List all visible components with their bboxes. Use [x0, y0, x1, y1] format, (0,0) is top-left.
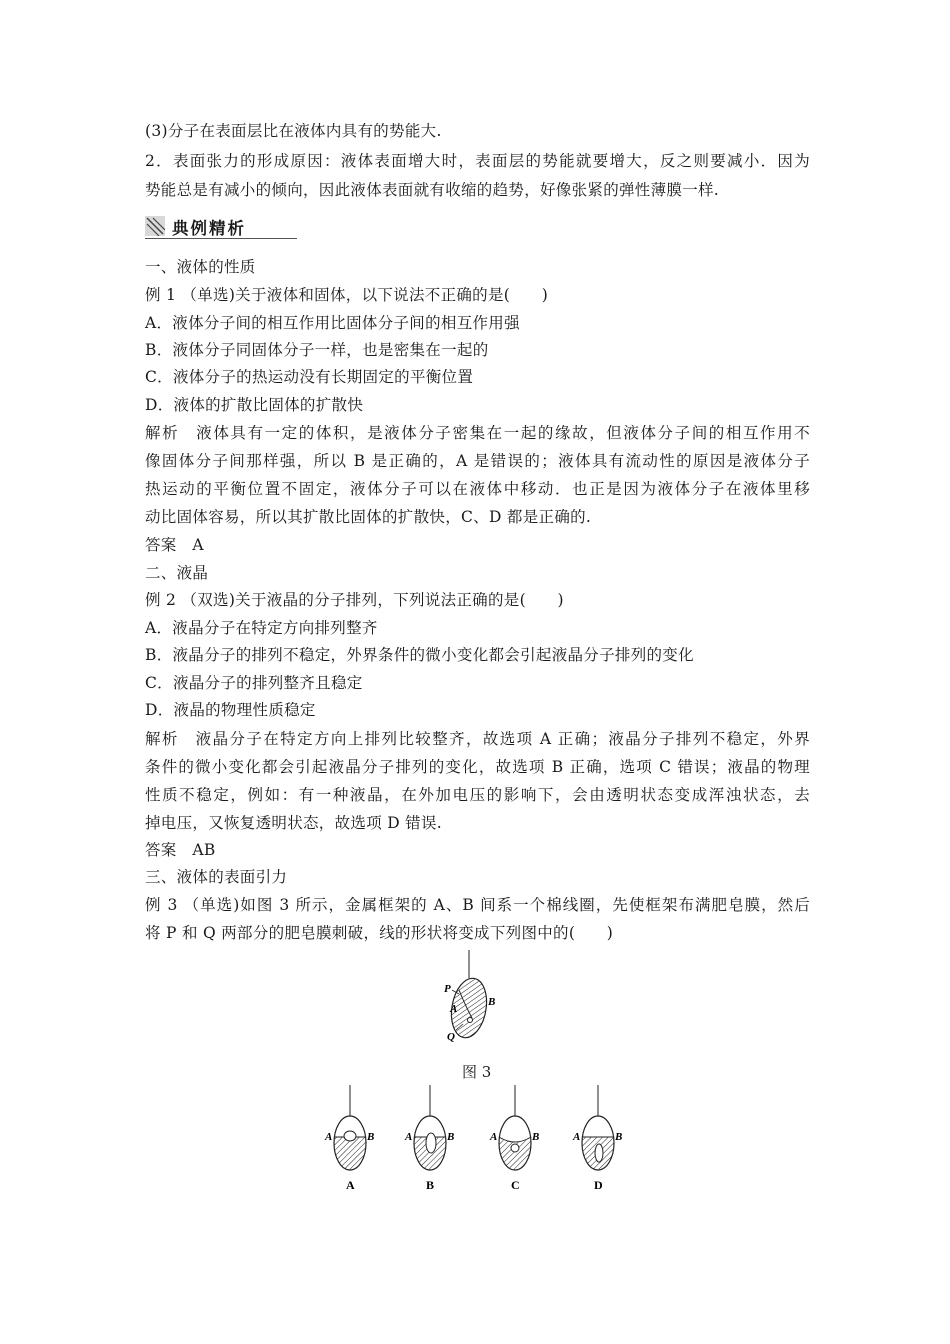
diagonal-lines-icon [145, 216, 165, 236]
subheading: 三、液体的表面引力 [145, 868, 288, 886]
option-c-letter: C [511, 1178, 520, 1192]
subheading: 一、液体的性质 [145, 258, 256, 276]
analysis-line: 解析 液晶分子在特定方向上排列比较整齐，故选项 A 正确；液晶分子排列不稳定，外界 [145, 730, 810, 748]
text-line: 2．表面张力的形成原因：液体表面增大时，表面层的势能就要增大，反之则要减小．因为 [145, 152, 810, 170]
option-c-label-right: B [532, 1131, 540, 1143]
option-line: B．液体分子同固体分子一样，也是密集在一起的 [145, 341, 489, 359]
text-line: 势能总是有减小的倾向，因此液体表面就有收缩的趋势，好像张紧的弹性薄膜一样. [145, 181, 720, 199]
option-b-letter: B [426, 1178, 435, 1192]
subheading: 二、液晶 [145, 564, 209, 582]
option-d-figure [578, 1085, 618, 1177]
label-p: P [444, 983, 451, 995]
option-b-label-right: B [447, 1131, 455, 1143]
option-line: A．液体分子间的相互作用比固体分子间的相互作用强 [145, 314, 520, 332]
option-c-label-left: A [490, 1131, 498, 1143]
label-q: Q [447, 1031, 455, 1043]
option-line: A．液晶分子在特定方向排列整齐 [145, 619, 378, 637]
option-c-figure [495, 1085, 535, 1180]
label-a: A [450, 1003, 458, 1015]
option-a-figure [330, 1085, 370, 1177]
label-b: B [488, 996, 496, 1008]
answer-line: 答案 AB [145, 841, 216, 859]
question-stem: 例 2 （双选)关于液晶的分子排列，下列说法正确的是( ) [145, 591, 564, 609]
question-stem: 例 3 （单选)如图 3 所示，金属框架的 A、B 间系一个棉线圈，先使框架布满肥皂膜，然后 [145, 896, 810, 914]
option-line: D．液体的扩散比固体的扩散快 [145, 396, 364, 414]
analysis-line: 性质不稳定，例如：有一种液晶，在外加电压的影响下，会由透明状态变成浑浊状态，去 [145, 786, 810, 804]
analysis-line: 掉电压，又恢复透明状态，故选项 D 错误. [145, 814, 443, 832]
soap-film-frame-diagram [430, 950, 510, 1050]
figure-caption: 图 3 [462, 1063, 492, 1081]
analysis-line: 动比固体容易，所以其扩散比固体的扩散快，C、D 都是正确的. [145, 508, 592, 526]
section-title: 典例精析 [172, 219, 246, 238]
analysis-line: 解析 液体具有一定的体积，是液体分子密集在一起的缘故，但液体分子间的相互作用不 [145, 424, 810, 442]
option-line: C．液体分子的热运动没有长期固定的平衡位置 [145, 368, 474, 386]
question-stem: 将 P 和 Q 两部分的肥皂膜刺破，线的形状将变成下列图中的( ) [145, 924, 614, 942]
option-d-label-left: A [573, 1131, 581, 1143]
option-a-label-left: A [325, 1131, 333, 1143]
answer-options-diagram [315, 1085, 635, 1195]
answer-line: 答案 A [145, 536, 204, 554]
text-line: (3)分子在表面层比在液体内具有的势能大. [145, 122, 442, 140]
section-header [145, 214, 297, 239]
analysis-line: 像固体分子间那样强，所以 B 是正确的，A 是错误的；液体具有流动性的原因是液体分子 [145, 452, 810, 470]
option-b-figure [410, 1085, 450, 1177]
option-d-letter: D [594, 1178, 603, 1192]
option-b-label-left: A [405, 1131, 413, 1143]
option-line: B．液晶分子的排列不稳定，外界条件的微小变化都会引起液晶分子排列的变化 [145, 646, 694, 664]
option-line: D．液晶的物理性质稳定 [145, 701, 316, 719]
analysis-line: 热运动的平衡位置不固定，液体分子可以在液体中移动．也正是因为液体分子在液体里移 [145, 480, 810, 498]
question-stem: 例 1 （单选)关于液体和固体，以下说法不正确的是( ) [145, 286, 549, 304]
option-a-label-right: B [367, 1131, 375, 1143]
option-d-label-right: B [615, 1131, 623, 1143]
option-line: C．液晶分子的排列整齐且稳定 [145, 674, 363, 692]
option-a-letter: A [346, 1178, 355, 1192]
analysis-line: 条件的微小变化都会引起液晶分子排列的变化，故选项 B 正确，选项 C 错误；液晶的物理 [145, 758, 810, 776]
